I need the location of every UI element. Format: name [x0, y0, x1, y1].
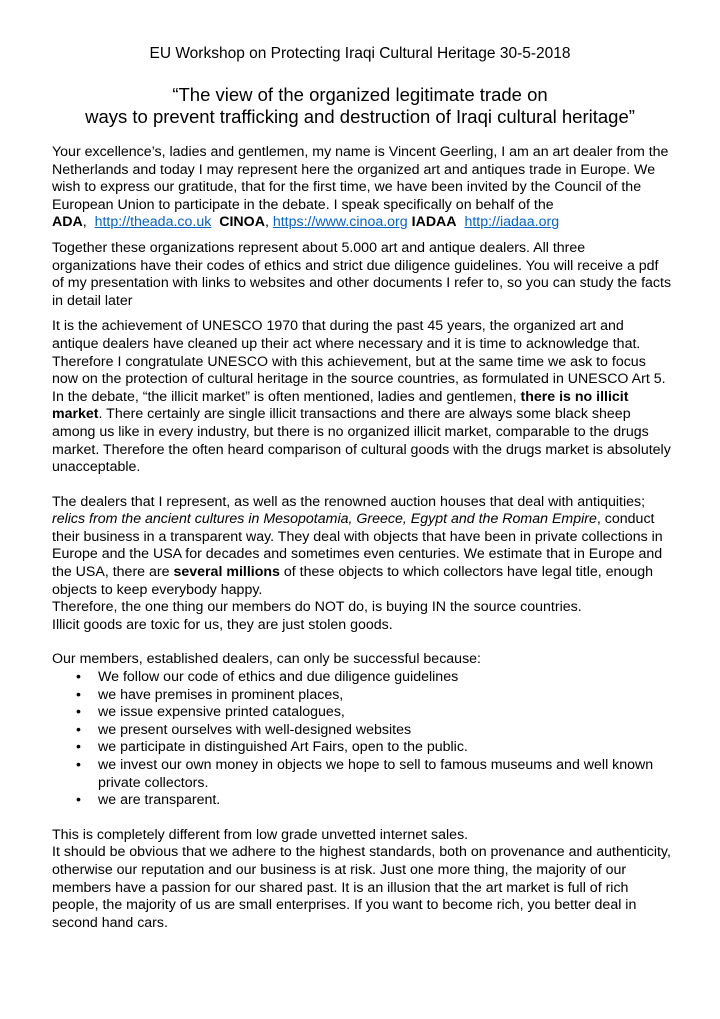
dealers-end: of these objects to which collectors have legal title, enough objects to keep everybody happy. [52, 564, 653, 598]
document-body [52, 144, 672, 932]
bullet: • [76, 757, 81, 773]
page-header: EU Workshop on Protecting Iraqi Cultural Heritage 30-5-2018 [149, 45, 571, 62]
illicit-market-paragraph [52, 389, 672, 477]
ada-link[interactable]: http://theada.co.uk [94, 214, 212, 231]
list-item: • we participate in distinguished Art Fairs, open to the public. [76, 739, 468, 756]
title-line-1: “The view of the organized legitimate trade on [172, 84, 548, 105]
bullet: • [76, 686, 81, 703]
list-item: • we invest our own money in objects we hope to sell to famous museums and well known private collectors. [76, 757, 654, 791]
illicit-market-after: . There certainly are single illicit transactions and there are always some black sheep among us like in every industry, but there is no organized illicit market, comparable to the drugs market. Therefore the often heard comparison of cultural goods with the drugs market is absolutely unacceptable. [52, 406, 671, 476]
iadaa-link[interactable]: http://iadaa.org [464, 214, 560, 231]
internet-sales-line: This is completely different from low grade unvetted internet sales. [52, 826, 469, 843]
bullet: • [76, 721, 81, 738]
illicit-market-before: In the debate, “the illicit market” is often mentioned, ladies and gentlemen, [52, 388, 517, 405]
dealers-intro: The dealers that I represent, as well as the renowned auction houses that deal with antiquities; [52, 493, 646, 510]
title-line-2: ways to prevent trafficking and destruction of Iraqi cultural heritage” [85, 106, 635, 127]
unesco-paragraph: It is the achievement of UNESCO 1970 that during the past 45 years, the organized art and antique dealers have cleaned up their act where necessary and it is time to acknowledge that. Therefore I congratulate UNESCO with this achievement, but at the same time we ask to focus now on the protection of cultural heritage in the source countries, as formulated in UNESCO Art 5. [52, 318, 666, 388]
dealers-bold: several millions [173, 564, 280, 581]
iadaa-name: IADAA [411, 214, 457, 231]
dealers-italic: relics from the ancient cultures in Mesopotamia, Greece, Egypt and the Roman Empire [52, 511, 597, 528]
cinoa-name: CINOA [219, 214, 265, 231]
page-title [0, 84, 720, 128]
list-item: • we are transparent. [76, 792, 221, 809]
illicit-market-bold: there is no illicit market [52, 388, 629, 423]
dealers-paragraph [52, 494, 672, 600]
list-intro: Our members, established dealers, can only be successful because: [52, 651, 481, 668]
bullet: • [76, 792, 81, 809]
ada-name: ADA [52, 214, 83, 231]
bullet: • [76, 669, 81, 686]
members-list [52, 669, 672, 810]
source-countries-line: Therefore, the one thing our members do NOT do, is buying IN the source countries. [52, 599, 582, 616]
list-item: • We follow our code of ethics and due diligence guidelines [76, 669, 459, 686]
bullet: • [76, 704, 81, 721]
list-item: • we issue expensive printed catalogues, [76, 704, 345, 721]
illicit-goods-line: Illicit goods are toxic for us, they are just stolen goods. [52, 616, 393, 633]
list-item: • we have premises in prominent places, [76, 686, 344, 703]
organizations-paragraph: Together these organizations represent about 5.000 art and antique dealers. All three organizations have their codes of ethics and strict due diligence guidelines. You will receive a pdf of my presentation with links to websites and other documents I refer to, so you can study the facts in detail later [52, 239, 672, 309]
intro-text: Your excellence’s, ladies and gentlemen, my name is Vincent Geerling, I am an art dealer from the Netherlands and today I may represent here the organized art and antiques trade in Europe. We wish to express our gratitude, that for the first time, we have been invited by the Council of the European Union to participate in the debate. I speak specifically on behalf of the [52, 144, 669, 213]
closing-paragraph: It should be obvious that we adhere to the highest standards, both on provenance and authenticity, otherwise our reputation and our business is at risk. Just one more thing, the majority of our members have a passion for our shared past. It is an illusion that the art market is full of rich people, the majority of us are small enterprises. If you want to become rich, you better deal in second hand cars. [52, 844, 671, 931]
cinoa-link[interactable]: https://www.cinoa.org [272, 214, 408, 231]
bullet: • [76, 739, 81, 756]
list-item: • we present ourselves with well-designed websites [76, 721, 412, 738]
intro-paragraph: Your excellence’s, ladies and gentlemen, my name is Vincent Geerling, I am an art dealer from the Netherlands and today I may represent here the organized art and antiques trade in Europe. We wish to express our gratitude, that for the first time, we have been invited by the Council of the European Union to participate in the debate. I speak specifically on behalf of the ADA, http://theada.co.uk CINOA, https://www.cinoa.org IADAA http://iadaa.org [52, 144, 669, 231]
dealers-mid: , conduct their business in a transparent way. They deal with objects that have been in private collections in Europe and the USA for decades and sometimes even centuries. We estimate that in Europe and the USA, there are [52, 511, 663, 581]
